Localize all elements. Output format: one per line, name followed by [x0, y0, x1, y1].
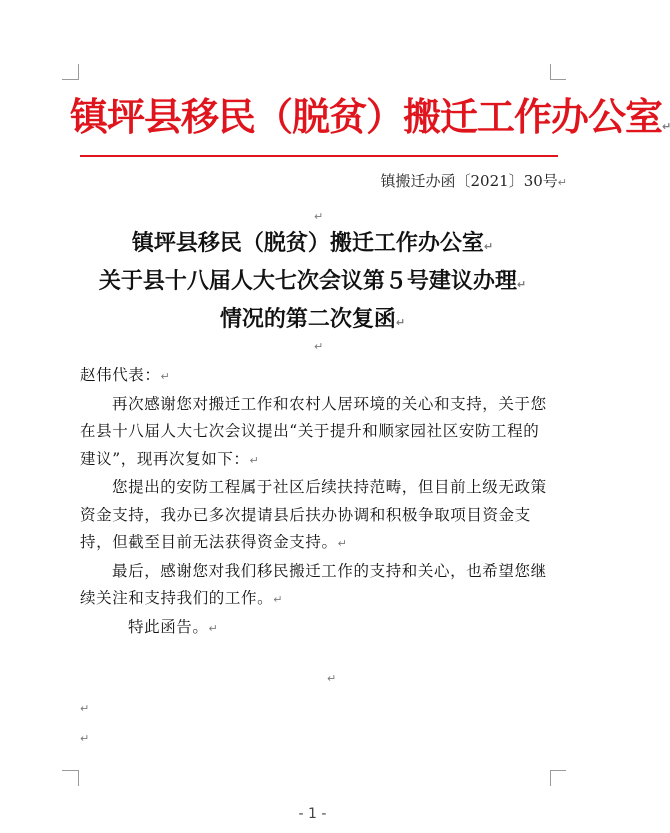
closing-line: 特此函告。↵ — [128, 617, 219, 636]
letter-title — [40, 226, 585, 340]
crop-mark-bottom-right-v — [550, 770, 551, 786]
paragraph-mark-icon: ↵ — [208, 621, 219, 635]
paragraph-mark-icon: ↵ — [160, 370, 171, 383]
crop-mark-bottom-left-h — [62, 770, 78, 771]
paragraph-mark-icon: ↵ — [80, 702, 90, 715]
paragraph-mark-icon: ↵ — [80, 732, 90, 745]
title-line-2: 关于县十八届人大七次会议第５号建议办理↵ — [98, 268, 527, 294]
crop-mark-top-right-v — [550, 64, 551, 80]
body-paragraph-3: 最后，感谢您对我们移民搬迁工作的支持和关心，也希望您继续关注和支持我们的工作。↵ — [80, 561, 547, 607]
paragraph-mark-icon: ↵ — [327, 672, 337, 685]
letterhead-title — [70, 88, 670, 156]
salutation: 赵伟代表：↵ — [80, 366, 171, 384]
paragraph-mark-icon: ↵ — [557, 176, 567, 189]
crop-mark-top-right-h — [550, 79, 566, 80]
paragraph-mark-icon: ↵ — [483, 240, 494, 253]
document-number — [381, 170, 567, 191]
paragraph-mark-icon: ↵ — [273, 593, 284, 606]
paragraph-mark-icon: ↵ — [249, 453, 260, 467]
paragraph-mark-icon: ↵ — [314, 210, 324, 223]
crop-mark-top-left-h — [62, 79, 78, 80]
title-line-1: 镇坪县移民（脱贫）搬迁工作办公室↵ — [131, 230, 494, 256]
crop-mark-bottom-left-v — [78, 770, 79, 786]
paragraph-mark-icon: ↵ — [337, 537, 348, 550]
paragraph-mark-icon: ↵ — [516, 278, 527, 291]
letterhead-org-name: 镇坪县移民（脱贫）搬迁工作办公室 — [70, 94, 663, 139]
paragraph-mark-icon: ↵ — [395, 316, 406, 329]
letterhead-red-rule — [80, 155, 558, 157]
letter-body — [80, 362, 554, 642]
page-number: - 1 - — [298, 806, 327, 822]
paragraph-mark-icon: ↵ — [662, 120, 670, 133]
body-paragraph-1: 再次感谢您对搬迁工作和农村人居环境的关心和支持，关于您在县十八届人大七次会议提出“关于提升和顺家园社区安防工程的建议”，现再次复如下：↵ — [80, 394, 547, 468]
paragraph-mark-icon: ↵ — [314, 340, 324, 353]
crop-mark-top-left-v — [78, 64, 79, 80]
body-paragraph-2: 您提出的安防工程属于社区后续扶持范畴，但目前上级无政策资金支持，我办已多次提请县后扶办协调和积极争取项目资金支持，但截至目前无法获得资金支持。↵ — [80, 478, 547, 551]
document-number-text: 镇搬迁办函〔2021〕30号 — [380, 172, 558, 190]
title-line-3: 情况的第二次复函↵ — [219, 306, 406, 332]
crop-mark-bottom-right-h — [550, 770, 566, 771]
